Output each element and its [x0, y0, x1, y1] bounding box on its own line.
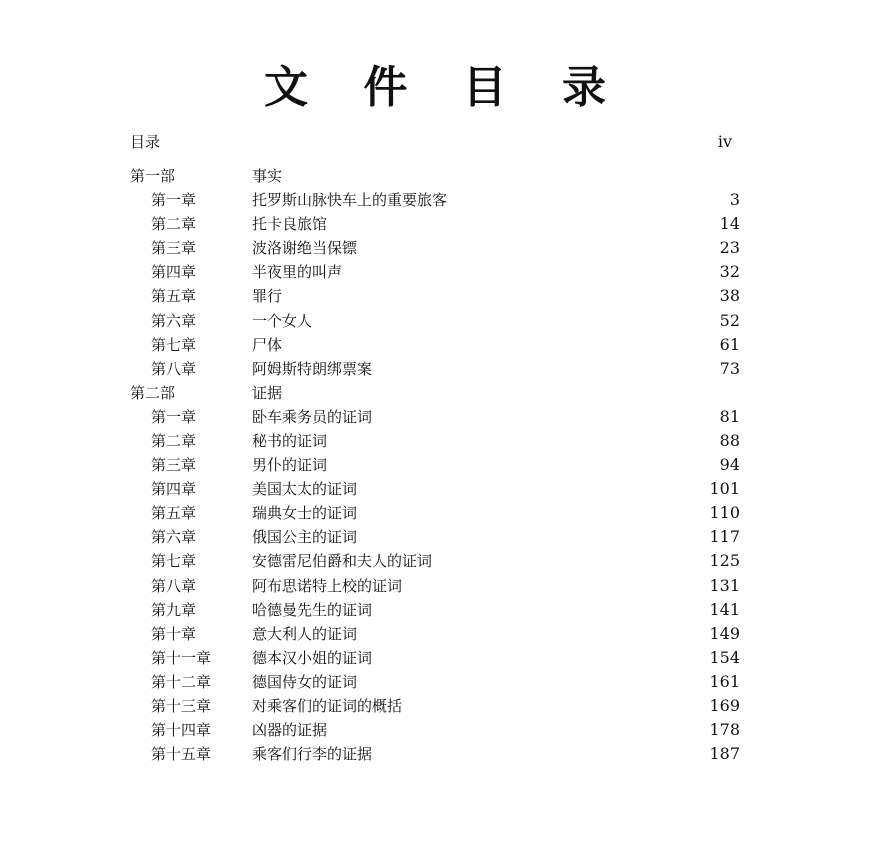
page-number: 187 — [709, 744, 740, 764]
chapter-row[interactable] — [0, 212, 870, 236]
chapter-title: 罪行 — [252, 284, 282, 308]
page-number: 23 — [719, 238, 740, 258]
part-heading-row — [0, 164, 870, 188]
chapter-row[interactable] — [0, 549, 870, 573]
chapter-title: 尸体 — [252, 333, 282, 357]
page-number: 73 — [719, 358, 740, 378]
part-title: 事实 — [252, 167, 283, 185]
chapter-label: 第十章 — [151, 624, 197, 643]
part-label: 第二部 — [130, 383, 176, 402]
part-title: 证据 — [252, 383, 283, 402]
page-number: 178 — [709, 720, 740, 740]
chapter-row[interactable] — [0, 357, 870, 381]
chapter-row[interactable] — [0, 598, 870, 622]
chapter-row[interactable] — [0, 742, 870, 766]
chapter-row[interactable] — [0, 260, 870, 284]
page-number: 154 — [709, 647, 740, 667]
chapter-row[interactable] — [0, 525, 870, 549]
chapter-row[interactable] — [0, 453, 870, 477]
chapter-label: 第十二章 — [151, 672, 212, 691]
chapter-title: 托卡良旅馆 — [252, 212, 327, 236]
chapter-row[interactable] — [0, 309, 870, 333]
part-heading-row — [0, 381, 870, 405]
chapter-label: 第九章 — [151, 600, 197, 619]
chapter-row[interactable] — [0, 188, 870, 212]
chapter-label: 第六章 — [151, 311, 197, 330]
page-number: 149 — [709, 623, 740, 643]
page-number: 117 — [709, 527, 740, 547]
page-number: 32 — [719, 262, 740, 282]
chapter-row[interactable] — [0, 718, 870, 742]
chapter-row[interactable] — [0, 236, 870, 260]
page-number: 141 — [709, 599, 740, 619]
chapter-title: 俄国公主的证词 — [252, 525, 357, 549]
chapter-label: 第十一章 — [151, 648, 212, 667]
chapter-title: 一个女人 — [252, 309, 312, 333]
chapter-row[interactable] — [0, 670, 870, 694]
chapter-title: 波洛谢绝当保镖 — [252, 236, 357, 260]
chapter-label: 第四章 — [151, 480, 197, 499]
chapter-label: 第五章 — [151, 504, 197, 523]
chapter-label: 第二章 — [151, 431, 197, 450]
chapter-label: 第六章 — [151, 528, 197, 547]
chapter-row[interactable] — [0, 405, 870, 429]
chapter-label: 第三章 — [151, 239, 197, 258]
chapter-row[interactable] — [0, 622, 870, 646]
chapter-title: 安德雷尼伯爵和夫人的证词 — [252, 549, 432, 573]
page-number: 14 — [719, 214, 740, 234]
chapter-row[interactable] — [0, 429, 870, 453]
chapter-label: 第三章 — [151, 456, 197, 474]
page-number: 81 — [719, 406, 740, 426]
chapter-row[interactable] — [0, 694, 870, 718]
page-number: 131 — [709, 575, 740, 595]
chapter-row[interactable] — [0, 646, 870, 670]
part-label: 第一部 — [130, 167, 176, 185]
chapter-title: 对乘客们的证词的概括 — [252, 694, 402, 718]
page-number: 94 — [719, 455, 740, 474]
chapter-label: 第八章 — [151, 359, 197, 378]
chapter-row[interactable] — [0, 574, 870, 598]
chapter-row[interactable] — [0, 477, 870, 501]
chapter-label: 第四章 — [151, 263, 197, 282]
chapter-label: 第八章 — [151, 576, 197, 595]
page-number: 38 — [719, 286, 740, 306]
chapter-title: 半夜里的叫声 — [252, 260, 342, 284]
chapter-title: 哈德曼先生的证词 — [252, 598, 372, 622]
chapter-title: 凶器的证据 — [252, 718, 327, 742]
page-number: 161 — [709, 671, 740, 691]
chapter-label: 第一章 — [151, 407, 197, 426]
page-number: 125 — [709, 551, 740, 571]
chapter-title: 乘客们行李的证据 — [252, 742, 372, 766]
chapter-label: 第七章 — [151, 552, 197, 571]
page-number: 110 — [709, 503, 740, 523]
page-title: 文 件 目 录 — [264, 62, 626, 113]
chapter-title: 男仆的证词 — [252, 453, 327, 477]
page-number: 88 — [719, 430, 740, 450]
chapter-label: 第十三章 — [151, 697, 212, 715]
toc-entry-label: 目录 — [130, 133, 161, 151]
chapter-label: 第十四章 — [151, 721, 212, 740]
chapter-row[interactable] — [0, 501, 870, 525]
page-number: iv — [717, 132, 732, 151]
page-number: 61 — [719, 334, 740, 354]
chapter-title: 瑞典女士的证词 — [252, 501, 357, 525]
page-number: 3 — [729, 190, 740, 209]
chapter-label: 第一章 — [151, 191, 197, 209]
chapter-title: 阿布思诺特上校的证词 — [252, 574, 402, 598]
toc-entry-row[interactable] — [0, 130, 870, 154]
chapter-title: 卧车乘务员的证词 — [252, 405, 372, 429]
chapter-title: 德本汉小姐的证词 — [252, 646, 372, 670]
page-number: 52 — [719, 310, 740, 330]
chapter-label: 第二章 — [151, 215, 197, 234]
page-number: 169 — [709, 696, 740, 715]
chapter-title: 托罗斯山脉快车上的重要旅客 — [252, 188, 447, 212]
chapter-title: 秘书的证词 — [252, 429, 327, 453]
chapter-label: 第七章 — [151, 335, 197, 354]
chapter-label: 第五章 — [151, 287, 197, 306]
chapter-row[interactable] — [0, 284, 870, 308]
chapter-title: 阿姆斯特朗绑票案 — [252, 357, 372, 381]
chapter-title: 美国太太的证词 — [252, 477, 357, 501]
chapter-row[interactable] — [0, 333, 870, 357]
page-number: 101 — [709, 479, 740, 499]
chapter-title: 意大利人的证词 — [252, 622, 357, 646]
chapter-label: 第十五章 — [151, 745, 212, 764]
chapter-title: 德国侍女的证词 — [252, 670, 357, 694]
